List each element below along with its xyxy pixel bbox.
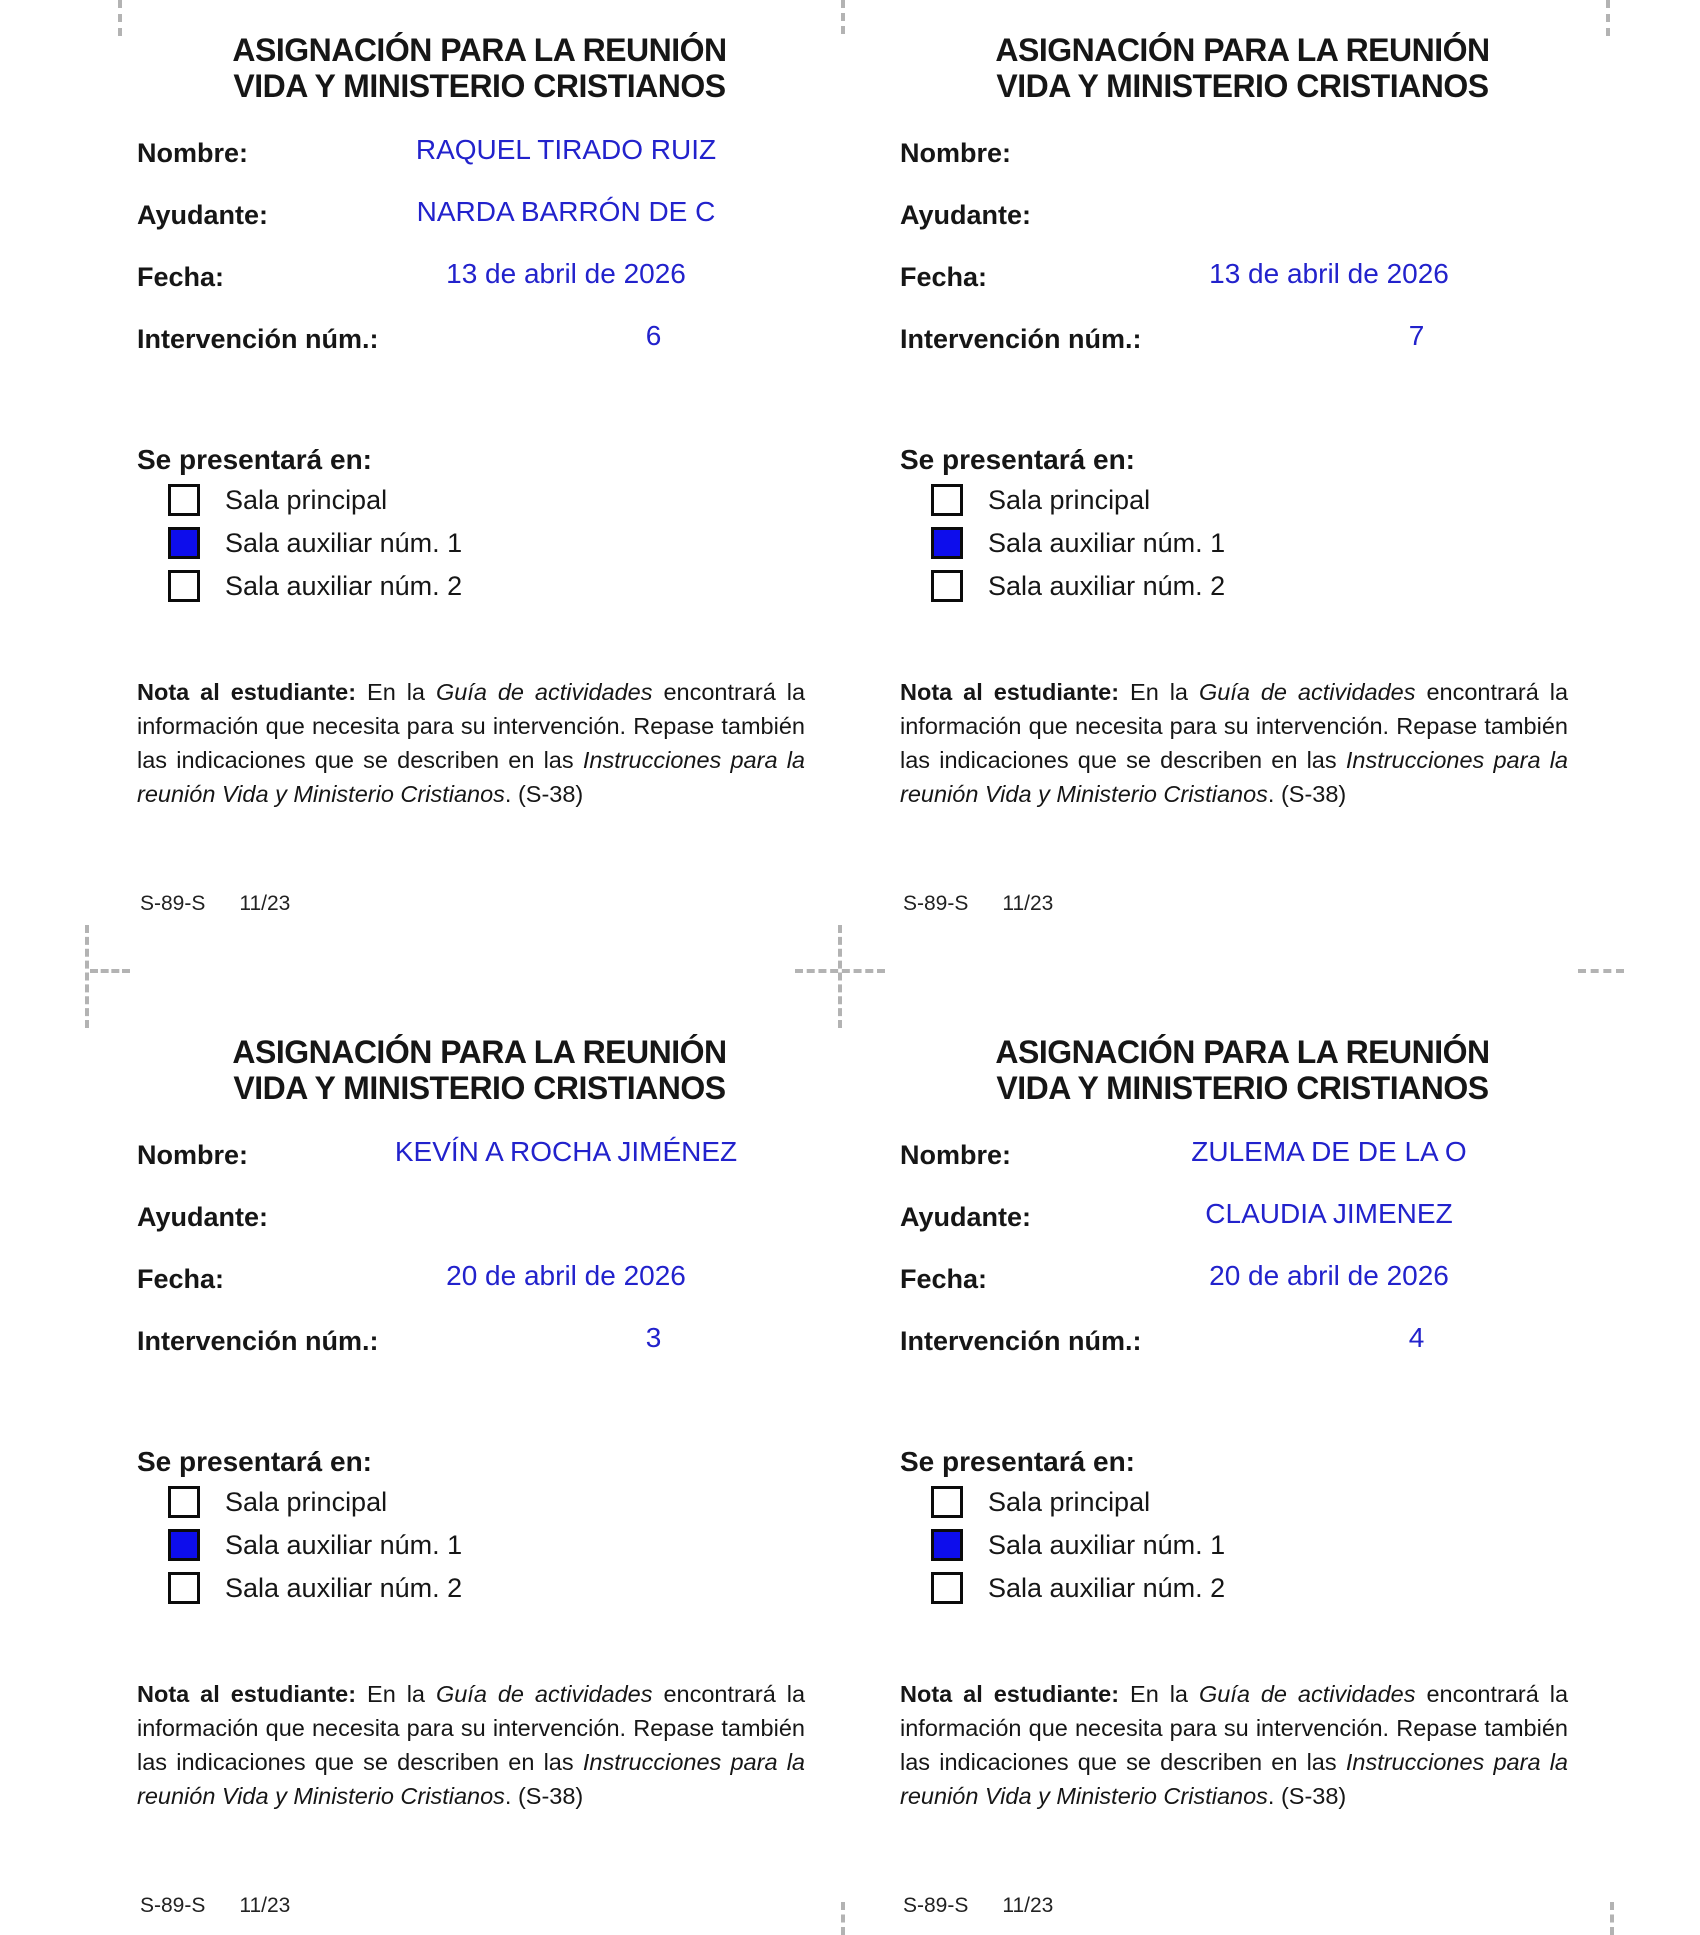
assistant-value: NARDA BARRÓN DE C [416,196,716,227]
form-title: ASIGNACIÓN PARA LA REUNIÓN VIDA Y MINISTERIO CRISTIANOS [232,32,727,104]
form-code: S-89-S [140,1894,206,1917]
name-label: Nombre: [900,1140,1012,1170]
trim-mark [1610,1902,1614,1935]
form-version: 11/23 [1002,892,1054,915]
form-footer [903,892,1087,916]
checkbox-aux-2 [931,1572,963,1604]
date-value: 20 de abril de 2026 [1209,1260,1449,1291]
checkbox-main-hall [931,1486,963,1518]
assignment-slip [112,1022,822,1935]
room-option-aux-2: Sala auxiliar núm. 2 [931,1570,1225,1606]
room-option-aux-1: Sala auxiliar núm. 1 [931,525,1225,561]
part-number-value: 6 [645,320,662,351]
room-option-aux-2: Sala auxiliar núm. 2 [168,568,462,604]
student-note: Nota al estudiante: En la Guía de actividades encontrará la información que necesita para su intervención. Repase también las indicaciones que se describen en las Instrucciones para la reunión Vida y Ministerio Cristianos. (S-38) [137,1681,806,1809]
assignment-slip [875,20,1585,980]
checkbox-aux-1 [168,1529,200,1561]
assistant-label: Ayudante: [137,1202,269,1232]
checkbox-aux-1 [931,527,963,559]
name-label: Nombre: [137,1140,249,1170]
form-version: 11/23 [1002,1894,1054,1917]
date-label: Fecha: [900,262,988,292]
checkbox-main-hall [168,1486,200,1518]
date-label: Fecha: [137,262,225,292]
room-option-main-hall: Sala principal [931,482,1150,518]
name-value: RAQUEL TIRADO RUIZ [415,134,717,165]
room-option-main-hall: Sala principal [168,1484,387,1520]
checkbox-aux-1 [931,1529,963,1561]
student-note: Nota al estudiante: En la Guía de actividades encontrará la información que necesita para su intervención. Repase también las indicaciones que se describen en las Instrucciones para la reunión Vida y Ministerio Cristianos. (S-38) [137,679,806,807]
part-number-value: 4 [1408,1322,1425,1353]
assignment-slip [875,1022,1585,1935]
assistant-value [1075,190,1583,232]
name-value: ZULEMA DE DE LA O [1191,1136,1467,1167]
form-footer [140,892,324,916]
room-option-main-hall: Sala principal [168,482,387,518]
form-footer [903,1894,1087,1918]
part-number-label: Intervención núm.: [900,1326,1142,1356]
presented-in-label: Se presentará en: [137,444,372,475]
part-number-label: Intervención núm.: [900,324,1142,354]
trim-mark [85,925,89,1028]
date-label: Fecha: [900,1264,988,1294]
form-version: 11/23 [239,892,291,915]
student-note: Nota al estudiante: En la Guía de actividades encontrará la información que necesita para su intervención. Repase también las indicaciones que se describen en las Instrucciones para la reunión Vida y Ministerio Cristianos. (S-38) [900,679,1569,807]
form-title: ASIGNACIÓN PARA LA REUNIÓN VIDA Y MINISTERIO CRISTIANOS [995,32,1490,104]
presented-in-label: Se presentará en: [900,444,1135,475]
part-number-label: Intervención núm.: [137,324,379,354]
trim-mark [1606,0,1610,36]
form-code: S-89-S [140,892,206,915]
form-title: ASIGNACIÓN PARA LA REUNIÓN VIDA Y MINISTERIO CRISTIANOS [232,1034,727,1106]
student-note: Nota al estudiante: En la Guía de actividades encontrará la información que necesita para su intervención. Repase también las indicaciones que se describen en las Instrucciones para la reunión Vida y Ministerio Cristianos. (S-38) [900,1681,1569,1809]
trim-mark [838,925,842,1028]
checkbox-aux-1 [168,527,200,559]
presented-in-label: Se presentará en: [137,1446,372,1477]
presented-in-label: Se presentará en: [900,1446,1135,1477]
form-title: ASIGNACIÓN PARA LA REUNIÓN VIDA Y MINISTERIO CRISTIANOS [995,1034,1490,1106]
trim-mark [841,1902,845,1935]
name-label: Nombre: [137,138,249,168]
checkbox-aux-2 [931,570,963,602]
checkbox-aux-2 [168,570,200,602]
room-option-aux-2: Sala auxiliar núm. 2 [168,1570,462,1606]
assignment-slip [112,20,822,980]
name-value [1075,128,1583,170]
room-option-main-hall: Sala principal [931,1484,1150,1520]
date-label: Fecha: [137,1264,225,1294]
name-value: KEVÍN A ROCHA JIMÉNEZ [394,1136,738,1167]
room-option-aux-1: Sala auxiliar núm. 1 [168,525,462,561]
part-number-label: Intervención núm.: [137,1326,379,1356]
part-number-value: 7 [1408,320,1425,351]
assistant-label: Ayudante: [900,200,1032,230]
room-option-aux-1: Sala auxiliar núm. 1 [168,1527,462,1563]
assistant-value [312,1192,820,1234]
date-value: 20 de abril de 2026 [446,1260,686,1291]
form-code: S-89-S [903,1894,969,1917]
checkbox-main-hall [168,484,200,516]
date-value: 13 de abril de 2026 [1209,258,1449,289]
checkbox-main-hall [931,484,963,516]
date-value: 13 de abril de 2026 [446,258,686,289]
assistant-label: Ayudante: [900,1202,1032,1232]
form-version: 11/23 [239,1894,291,1917]
form-footer [140,1894,324,1918]
assistant-value: CLAUDIA JIMENEZ [1205,1198,1453,1229]
form-code: S-89-S [903,892,969,915]
name-label: Nombre: [900,138,1012,168]
part-number-value: 3 [645,1322,662,1353]
checkbox-aux-2 [168,1572,200,1604]
room-option-aux-2: Sala auxiliar núm. 2 [931,568,1225,604]
trim-mark [841,0,845,34]
room-option-aux-1: Sala auxiliar núm. 1 [931,1527,1225,1563]
assistant-label: Ayudante: [137,200,269,230]
